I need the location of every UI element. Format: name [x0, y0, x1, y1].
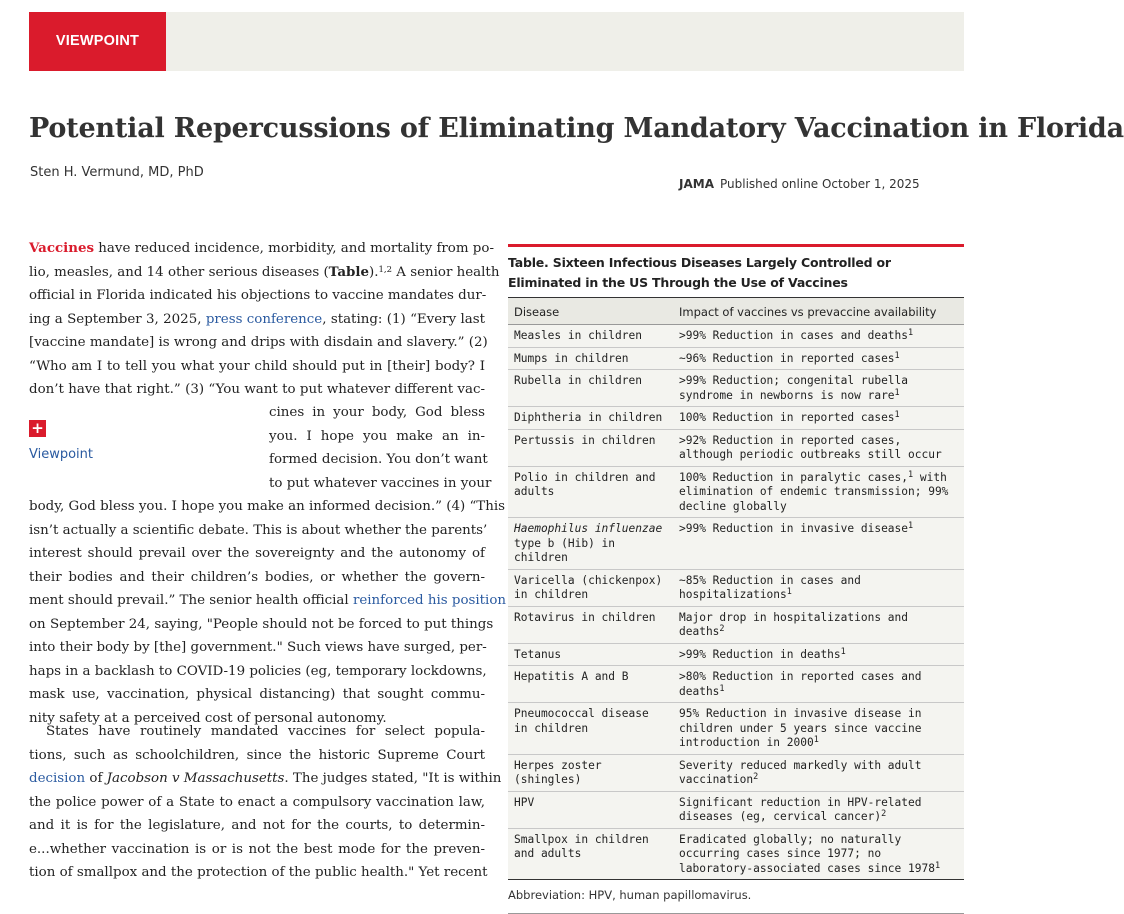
text-line: nity safety at a perceived cost of personal autonomy. — [29, 710, 387, 726]
published-date: Published online October 1, 2025 — [719, 177, 920, 191]
impact-cell: Severity reduced markedly with adult vaccination$^2$ — [673, 754, 964, 791]
related-viewpoint[interactable] — [29, 420, 249, 462]
table-row — [508, 643, 964, 666]
text-line: body, God bless you. I hope you make an informed decision.” (4) “This — [29, 499, 506, 514]
impact-cell: ~96% Reduction in reported cases$^1$ — [673, 347, 964, 370]
impact-cell: Major drop in hospitalizations and deaths$^2$ — [673, 606, 964, 643]
text-line: Vaccines have reduced incidence, morbidity, and mortality from po- — [29, 240, 494, 256]
disease-cell: Varicella (chickenpox) in children — [508, 569, 673, 606]
text-line: into their body by [the] government." Such views have surged, per- — [29, 640, 487, 655]
publication-info — [679, 177, 920, 191]
text-line: mask use, vaccination, physical distancing) that sought commu- — [29, 687, 485, 702]
table-grid — [508, 297, 964, 880]
body-paragraph-1 — [29, 237, 500, 402]
text-line: ing a September 3, 2025, press conference, stating: (1) “Every last — [29, 311, 485, 327]
text-line: cines in your body, God bless — [269, 405, 485, 420]
disease-table — [508, 244, 964, 914]
impact-cell: Significant reduction in HPV-related diseases (eg, cervical cancer)$^2$ — [673, 791, 964, 828]
press-conference-link[interactable]: press conference — [205, 311, 323, 327]
impact-cell: >99% Reduction in cases and deaths$^1$ — [673, 325, 964, 348]
table-row — [508, 407, 964, 430]
text-line: lio, measles, and 14 other serious diseases (Table).$^{1,2}$ A senior health — [29, 263, 500, 280]
body-paragraph-1-wrap — [269, 401, 492, 495]
text-line: their bodies and their children’s bodies, or whether the govern- — [29, 569, 485, 585]
text-line: formed decision. You don’t want — [269, 452, 488, 467]
text-line: you. I hope you make an in- — [269, 428, 485, 444]
journal-name: JAMA — [679, 177, 714, 191]
table-row — [508, 370, 964, 407]
impact-cell: >99% Reduction; congenital rubella syndrome in newborns is now rare$^1$ — [673, 370, 964, 407]
text-line: tion of smallpox and the protection of the public health." Yet recent — [29, 865, 488, 880]
text-line: isn’t actually a scientific debate. This is about whether the parents’ — [29, 522, 488, 538]
text-line: decision of Jacobson v Massachusetts. The judges stated, "It is within — [29, 771, 502, 786]
text-line: the police power of a State to enact a compulsory vaccination law, — [29, 794, 485, 810]
text-line: States have routinely mandated vaccines for select popula- — [46, 724, 485, 739]
disease-cell: Hepatitis A and B — [508, 666, 673, 703]
table-row — [508, 347, 964, 370]
impact-cell: >80% Reduction in reported cases and deaths$^1$ — [673, 666, 964, 703]
disease-cell: HPV — [508, 791, 673, 828]
disease-cell: Polio in children and adults — [508, 466, 673, 518]
section-tag[interactable]: VIEWPOINT — [29, 12, 166, 71]
table-abbreviation: Abbreviation: HPV, human papillomavirus. — [508, 888, 964, 914]
table-row — [508, 606, 964, 643]
disease-cell: Tetanus — [508, 643, 673, 666]
disease-cell: Rotavirus in children — [508, 606, 673, 643]
impact-cell: ~85% Reduction in cases and hospitalizations$^1$ — [673, 569, 964, 606]
table-title: Table. Sixteen Infectious Diseases Largely Controlled or Eliminated in the US Through the Use of Vaccines — [508, 255, 891, 290]
impact-cell: >99% Reduction in invasive disease$^1$ — [673, 518, 964, 570]
table-row — [508, 518, 964, 570]
table-row — [508, 325, 964, 348]
table-top-rule — [508, 244, 964, 247]
text-line: [vaccine mandate] is wrong and drips with disdain and slavery.” (2) — [29, 335, 488, 350]
disease-cell: Haemophilus influenzae type b (Hib) in children — [508, 518, 673, 570]
text-line: ment should prevail.” The senior health official reinforced his position — [29, 593, 507, 608]
table-row — [508, 791, 964, 828]
decision-link[interactable]: decision — [29, 771, 86, 786]
disease-cell: Herpes zoster (shingles) — [508, 754, 673, 791]
plus-icon[interactable]: + — [29, 420, 46, 437]
table-row — [508, 754, 964, 791]
article-title: Potential Repercussions of Eliminating Mandatory Vaccination in Florida — [29, 113, 1124, 144]
impact-cell: 100% Reduction in reported cases$^1$ — [673, 407, 964, 430]
disease-cell: Smallpox in children and adults — [508, 828, 673, 880]
text-line: don’t have that right.” (3) “You want to put whatever different vac- — [29, 382, 485, 397]
text-line: e...whether vaccination is or is not the best mode for the preven- — [29, 841, 485, 857]
disease-cell: Pertussis in children — [508, 429, 673, 466]
impact-cell: 100% Reduction in paralytic cases,$^1$ with elimination of endemic transmission; 99% decline globally — [673, 466, 964, 518]
table-row — [508, 429, 964, 466]
disease-cell: Pneumococcal disease in children — [508, 703, 673, 755]
table-row — [508, 466, 964, 518]
text-line: on September 24, saying, "People should not be forced to put things — [29, 616, 494, 632]
table-row — [508, 666, 964, 703]
table-row — [508, 569, 964, 606]
header-banner — [29, 12, 964, 71]
text-line: to put whatever vaccines in your — [269, 475, 492, 491]
reinforced-position-link[interactable]: reinforced his position — [352, 593, 507, 608]
text-line: tions, such as schoolchildren, since the historic Supreme Court — [29, 747, 485, 763]
disease-cell: Diphtheria in children — [508, 407, 673, 430]
table-row — [508, 828, 964, 880]
col-header-impact: Impact of vaccines vs prevaccine availability — [673, 298, 964, 325]
disease-cell: Rubella in children — [508, 370, 673, 407]
impact-cell: >92% Reduction in reported cases, although periodic outbreaks still occur — [673, 429, 964, 466]
related-viewpoint-link[interactable]: Viewpoint — [29, 447, 94, 462]
disease-cell: Measles in children — [508, 325, 673, 348]
table-row — [508, 703, 964, 755]
col-header-disease: Disease — [508, 298, 673, 325]
text-line: haps in a backlash to COVID-19 policies (eg, temporary lockdowns, — [29, 663, 487, 679]
impact-cell: 95% Reduction in invasive disease in children under 5 years since vaccine introduction in 2000$^1$ — [673, 703, 964, 755]
text-line: interest should prevail over the sovereignty and the autonomy of — [29, 546, 485, 561]
text-line: and it is for the legislature, and not for the courts, to determin- — [29, 818, 485, 833]
impact-cell: Eradicated globally; no naturally occurring cases since 1977; no laboratory-associated cases since 1978$^1$ — [673, 828, 964, 880]
author-name[interactable]: Sten H. Vermund, MD, PhD — [30, 165, 204, 180]
body-paragraph-2 — [29, 720, 502, 885]
text-line: official in Florida indicated his objections to vaccine mandates dur- — [29, 288, 487, 303]
impact-cell: >99% Reduction in deaths$^1$ — [673, 643, 964, 666]
vaccines-link[interactable]: Vaccines — [29, 240, 95, 256]
body-paragraph-1-cont — [29, 495, 507, 730]
text-line: “Who am I to tell you what your child should put in [their] body? I — [29, 358, 485, 374]
disease-cell: Mumps in children — [508, 347, 673, 370]
